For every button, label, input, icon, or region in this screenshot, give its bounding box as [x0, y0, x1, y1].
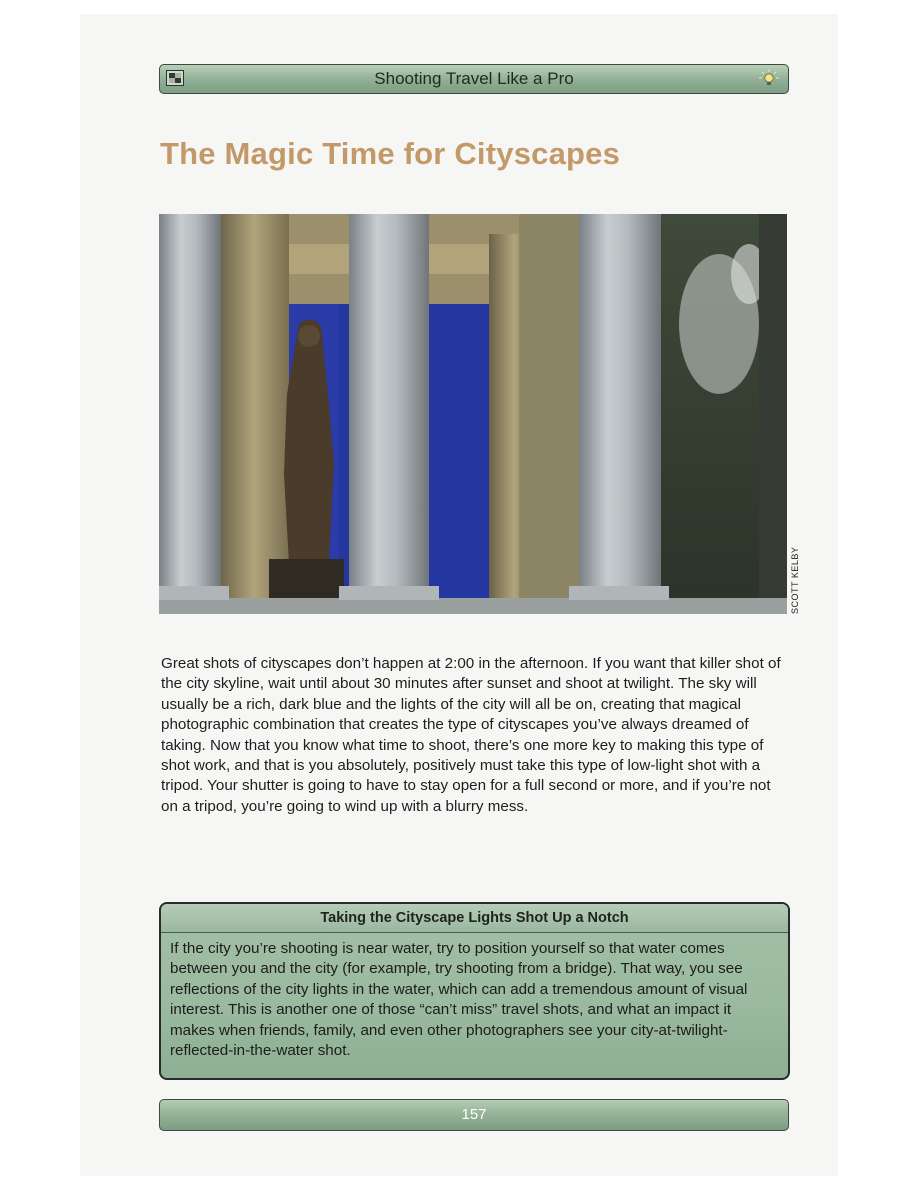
- tip-box: [159, 902, 790, 1080]
- jefferson-memorial-photo: [159, 214, 787, 614]
- lightbulb-icon: [758, 68, 780, 88]
- header-bar: [159, 64, 789, 94]
- photo-credit: SCOTT KELBY: [790, 546, 800, 614]
- tip-text: If the city you’re shooting is near water, try to position yourself so that water comes between you and the city (for example, try shooting from a bridge). That way, you see reflections of the city lights in the water, which can add a tremendous amount of visual interest. This is another one of those “can’t miss” travel shots, and what an impact it makes when friends, family, and even other photographers see your city-at-twilight-reflected-in-the-water shot.: [170, 940, 748, 1060]
- photo-illustration: [159, 214, 787, 614]
- page-number: 157: [461, 1106, 487, 1123]
- footer-bar: [159, 1099, 789, 1131]
- article-body: Great shots of cityscapes don’t happen at 2:00 in the afternoon. If you want that killer shot of the city skyline, wait until about 30 minutes after sunset and shoot at twilight. The sky will usually be a rich, dark blue and the lights of the city will all be on, creating that magical photographic combination that creates the type of cityscapes you’ve always dreamed of taking. Now that you know what time to shoot, there’s one more key to making this type of shot work, and that is you absolutely, positively must take this type of low-light shot with a tripod. Your shutter is going to have to stay open for a full second or more, and if you’re not on a tripod, you’re going to wind up with a blurry mess.: [161, 655, 781, 815]
- page-title: The Magic Time for Cityscapes: [160, 136, 621, 171]
- chapter-title: Shooting Travel Like a Pro: [374, 69, 574, 88]
- tip-title: Taking the Cityscape Lights Shot Up a Notch: [161, 904, 788, 933]
